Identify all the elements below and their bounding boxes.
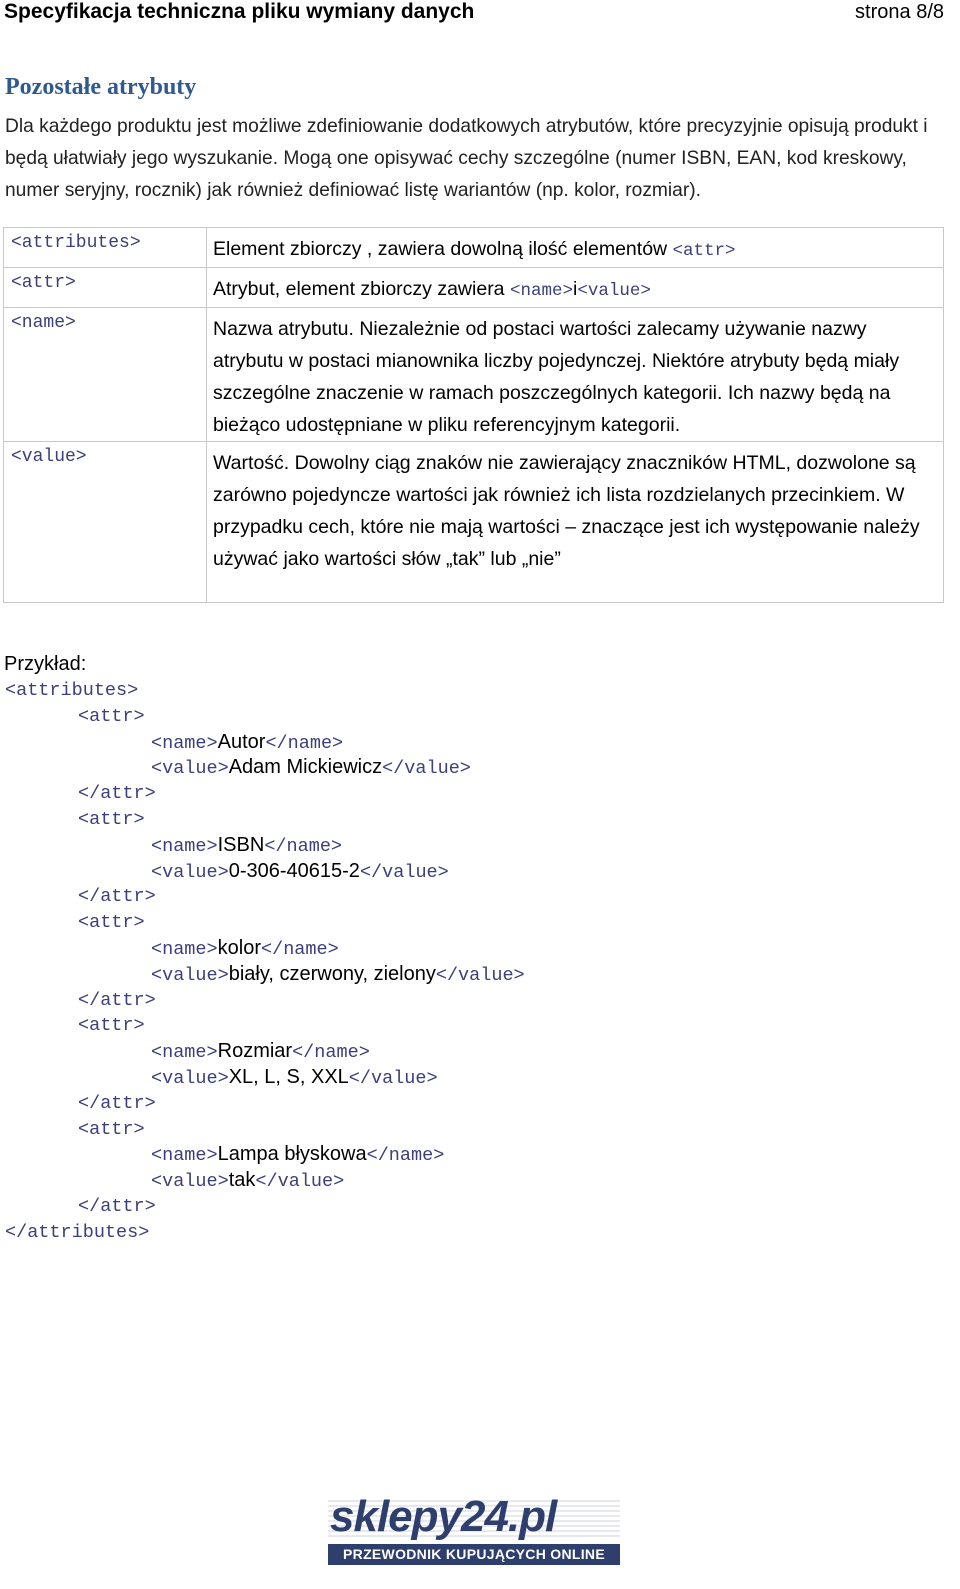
example-label: Przykład: [4,653,87,675]
code-tag: </value> [348,1067,438,1089]
code-value: kolor [217,936,261,959]
code-tag: <attr> [78,1118,145,1140]
table-row [4,228,944,268]
code-tag: <value> [151,964,229,986]
table-row [4,442,944,603]
document-title: Specyfikacja techniczna pliku wymiany danych [4,0,475,23]
section-heading: Pozostałe atrybuty [5,74,197,100]
code-tag: </attributes> [5,1221,150,1243]
logo-wordmark-area [328,1494,620,1544]
code-tag: <attr> [78,705,145,727]
code-tag: <name> [151,835,218,857]
table-row [4,268,944,308]
code-tag: </attr> [78,1092,156,1114]
code-tag: <attributes> [5,680,139,701]
code-value: Adam Mickiewicz [228,756,383,779]
code-tag: </name> [265,732,344,754]
code-tag: </name> [292,1042,370,1064]
code-value: Autor [217,730,266,753]
description-cell [207,228,944,268]
example-code-block [5,678,525,1246]
logo-wordmark: sklepy24.pl [330,1492,557,1541]
logo-tagline: PRZEWODNIK KUPUJĄCYCH ONLINE [328,1544,620,1565]
code-value: tak [228,1169,256,1192]
description-text: Atrybut, element zbiorczy zawiera [213,278,510,300]
section-intro: Dla każdego produktu jest możliwe zdefiniowanie dodatkowych atrybutów, które precyzyjnie opisują produkt i będą ułatwiały jego wyszukanie. Mogą one opisywać cechy szczególne (numer ISBN, EAN, kod kreskowy, numer seryjny, rocznik) jak również definiować listę wariantów (np. kolor, rozmiar). [5,116,928,201]
code-tag: </attr> [78,1195,156,1217]
description-text: Element zbiorczy , zawiera dowolną ilość elementów [213,238,673,260]
code-tag: <value> [151,758,229,780]
description-text: i [572,278,578,300]
code-tag: </name> [260,938,339,960]
code-value: ISBN [217,833,265,856]
attributes-spec-table [3,227,944,603]
tag-cell: <name> [4,308,207,442]
code-tag: <name> [151,732,218,754]
description-cell: Wartość. Dowolny ciąg znaków nie zawierający znaczników HTML, dozwolone są zarówno pojedyncze wartości jak również ich lista rozdzielanych przecinkiem. W przypadku cech, które nie mają wartości – znaczące jest ich występowanie należy używać jako wartości słów „tak” lub „nie” [207,442,944,603]
description-cell [207,268,944,308]
code-value: biały, czerwony, zielony [228,962,436,985]
code-tag: </value> [382,758,471,780]
code-tag: </name> [366,1145,445,1167]
code-tag: </value> [255,1171,345,1193]
code-value: Lampa błyskowa [217,1143,367,1166]
code-tag: <name> [151,938,218,960]
code-value: XL, L, S, XXL [228,1065,349,1088]
code-tag: <attr> [78,808,145,830]
code-tag: <attr> [78,912,145,934]
page-number: strona 8/8 [855,1,944,23]
tag-cell: <value> [4,442,207,603]
code-tag: </value> [359,861,449,883]
code-tag: <value> [151,861,229,883]
code-tag: </attr> [78,886,156,908]
tag-cell: <attributes> [4,228,207,268]
code-tag: </attr> [78,783,156,805]
code-tag: </value> [435,964,525,986]
code-tag: <value> [151,1067,229,1089]
code-tag: <attr> [78,1015,145,1037]
tag-cell: <attr> [4,268,207,308]
code-tag: <name> [151,1145,218,1167]
code-value: Rozmiar [217,1040,293,1063]
inline-tag: <name> [509,281,573,301]
inline-tag: <attr> [672,241,736,261]
table-row [4,308,944,442]
code-tag: </attr> [78,989,156,1011]
code-tag: <value> [151,1171,229,1193]
inline-tag: <value> [577,281,651,301]
code-tag: <name> [151,1042,218,1064]
code-tag: </name> [264,835,343,857]
description-cell: Nazwa atrybutu. Niezależnie od postaci wartości zalecamy używanie nazwy atrybutu w postaci mianownika liczby pojedynczej. Niektóre atrybuty będą miały szczególne znaczenie w ramach poszczególnych kategorii. Ich nazwy będą na bieżąco udostępniane w pliku referencyjnym kategorii. [207,308,944,442]
code-value: 0-306-40615-2 [228,859,360,882]
sklepy24-logo [328,1494,620,1566]
